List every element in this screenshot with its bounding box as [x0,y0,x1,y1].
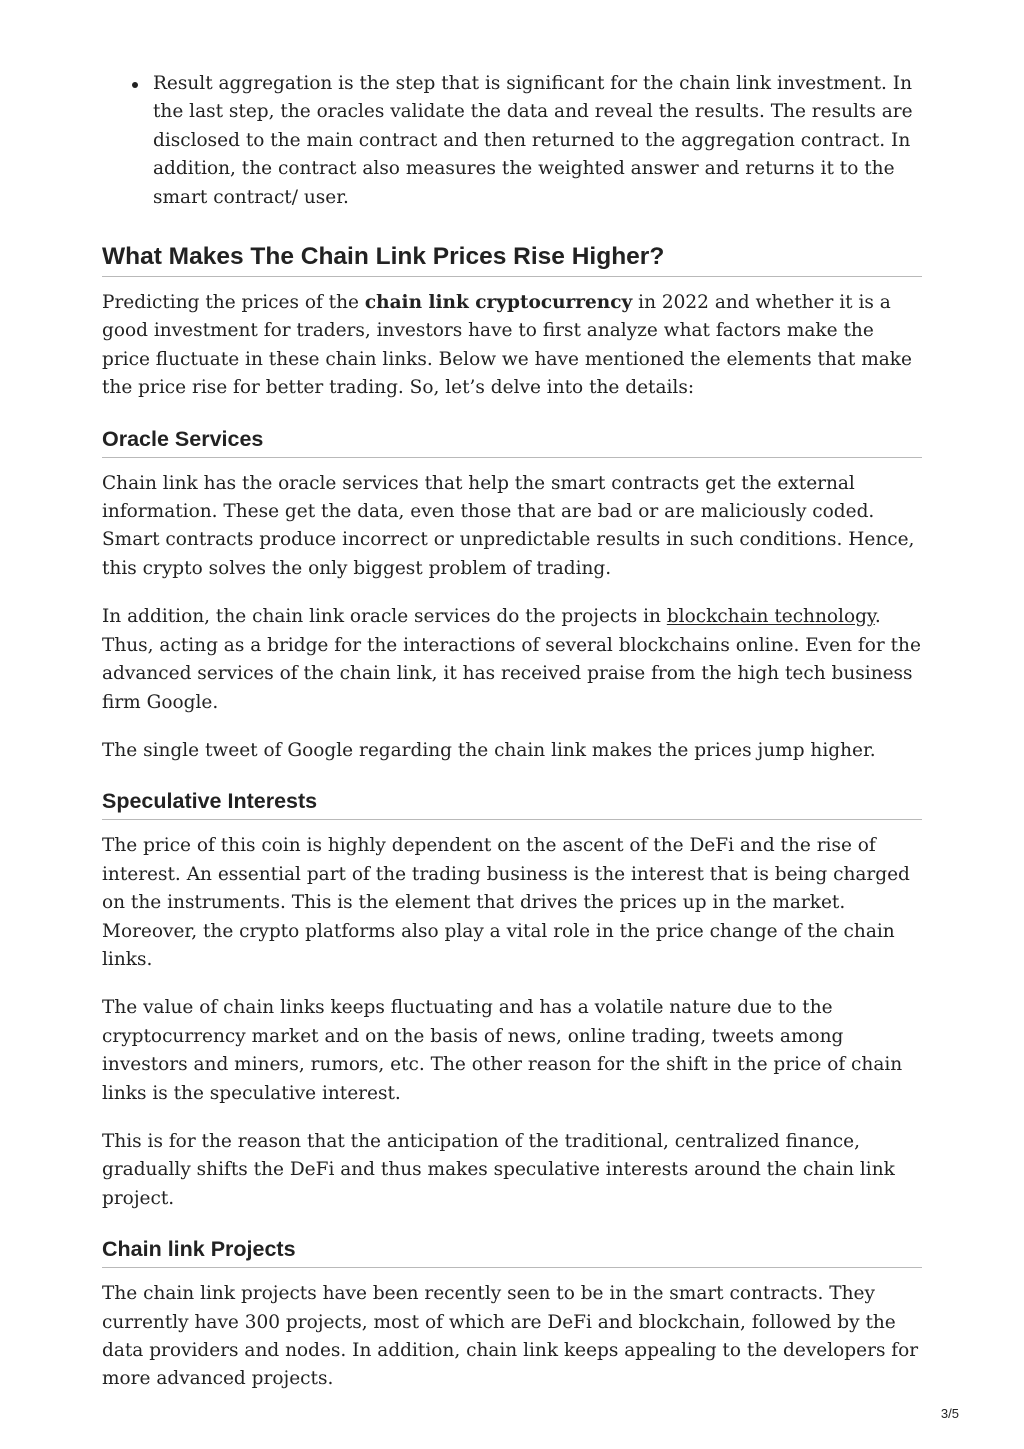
paragraph: The value of chain links keeps fluctuating and has a volatile nature due to the cryptocurrency market and on the basis of news, online trading, tweets among investors and miners, rumors, etc. The other reason for the shift in the price of chain links is the speculative interest. [102,997,903,1104]
paragraph: Chain link has the oracle services that help the smart contracts get the external information. These get the data, even those that are bad or are maliciously coded. Smart contracts produce incorrect or unpredictable results in such conditions. Hence, this crypto solves the only biggest problem of trading. [102,472,915,579]
section-chain-link-projects [102,1235,922,1394]
paragraph: This is for the reason that the anticipation of the traditional, centralized finance, gradually shifts the DeFi and thus makes speculative interests around the chain link project. [102,1130,895,1209]
subsection-heading: Chain link Projects [102,1235,922,1268]
paragraph: The single tweet of Google regarding the chain link makes the prices jump higher. [102,739,876,761]
paragraph-text: In addition, the chain link oracle services do the projects in [102,606,667,628]
subsection-heading: Oracle Services [102,425,922,458]
section-oracle-services [102,425,922,766]
section-heading: What Makes The Chain Link Prices Rise Higher? [102,242,922,277]
section-price-factors [102,242,922,403]
page-number: 3/5 [940,1406,959,1421]
paragraph-text: in 2022 and whether it is a good investment for traders, investors have to first analyze what factors make the price fluctuate in these chain links. Below we have mentioned the elements that make the price rise for better trading. So, let’s delve into the details: [102,292,912,399]
blockchain-technology-link[interactable]: blockchain technology [666,606,875,628]
bold-keyword: chain link cryptocurrency [364,292,633,314]
subsection-heading: Speculative Interests [102,787,922,820]
list-item: Result aggregation is the step that is significant for the chain link investment. In the last step, the oracles validate the data and reveal the results. The results are disclosed to the main contract and then returned to the aggregation contract. In addition, the contract also measures the weighted answer and returns it to the smart contract/ user. [153,70,922,212]
paragraph [102,603,922,717]
paragraph: The price of this coin is highly dependent on the ascent of the DeFi and the rise of interest. An essential part of the trading business is the interest that is being charged on the instruments. This is the element that drives the prices up in the market. Moreover, the crypto platforms also play a vital role in the price change of the chain links. [102,835,910,970]
paragraph-text: Predicting the prices of the [102,292,365,314]
paragraph [102,289,922,403]
paragraph: The chain link projects have been recently seen to be in the smart contracts. They currently have 300 projects, most of which are DeFi and blockchain, followed by the data providers and nodes. In addition, chain link keeps appealing to the developers for more advanced projects. [102,1283,919,1390]
section-speculative-interests [102,787,922,1213]
paragraph-text: . Thus, acting as a bridge for the interactions of several blockchains online. Even for the advanced services of the chain link, it has received praise from the high tech business firm Google. [102,606,921,713]
intro-bullet-list [102,70,922,212]
document-page [102,70,922,1414]
